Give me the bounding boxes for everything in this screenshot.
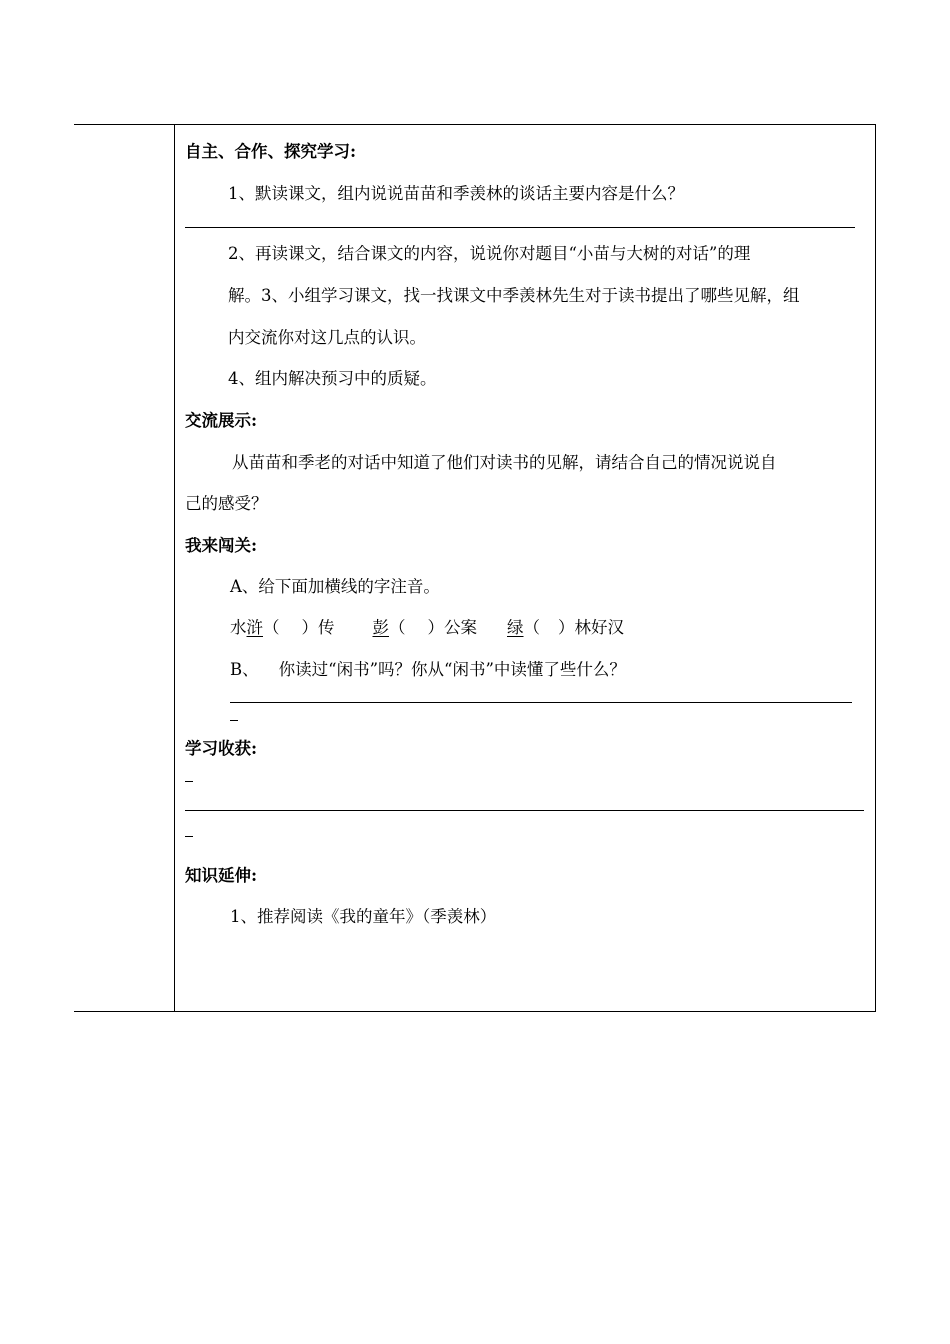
harvest-heading: 学习收获: [185,739,258,758]
challenge-b [230,660,626,680]
exchange-line-2: 己的感受？ [185,494,268,513]
challenge-heading: 我来闯关: [185,536,258,555]
word-1-close: ）传 [301,618,335,637]
question-1: 1、默读课文，组内说说苗苗和季羡林的谈话主要内容是什么？ [228,184,684,203]
answer-line-b [230,702,852,703]
table-bottom-border [74,1011,876,1012]
word-3-open-paren: （ [523,618,540,637]
extension-heading: 知识延伸: [185,866,258,885]
answer-line-b-end [230,720,238,721]
word-2-close: ）公案 [427,618,477,637]
challenge-b-label: B、 [230,660,259,679]
word-1-prefix: 水 [230,618,247,637]
word-2-underlined-char: 彭 [372,618,389,637]
exchange-line-1: 从苗苗和季老的对话中知道了他们对读书的见解，请结合自己的情况说说自 [232,453,777,472]
challenge-b-text: 你读过“闲书”吗？你从“闲书”中读懂了些什么？ [278,660,626,679]
word-2-open-paren: （ [389,618,406,637]
self-study-heading: 自主、合作、探究学习: [185,142,357,161]
question-2-line-3: 内交流你对这几点的认识。 [228,328,426,347]
table-column-divider [174,124,175,1012]
answer-line-1 [185,227,855,228]
word-3-close: ）林好汉 [558,618,624,637]
table-top-border [74,124,876,125]
harvest-line-start [185,781,193,782]
pinyin-row [230,618,624,638]
exchange-heading: 交流展示: [185,411,258,430]
extension-item-1: 1、推荐阅读《我的童年》（季羡林） [230,907,497,926]
question-2-line-1: 2、再读课文，结合课文的内容，说说你对题目“小苗与大树的对话”的理 [228,244,751,263]
word-1-underlined-char: 浒 [246,618,263,637]
question-4: 4、组内解决预习中的质疑。 [228,369,437,388]
word-3-underlined-char: 绿 [507,618,524,637]
question-2-line-2: 解。3、小组学习课文，找一找课文中季羡林先生对于读书提出了哪些见解，组 [228,286,800,305]
table-right-border [875,124,876,1012]
word-1-open-paren: （ [263,618,280,637]
challenge-a-label: A、给下面加横线的字注音。 [230,577,440,596]
answer-line-harvest [185,810,864,811]
harvest-line-end [185,836,193,837]
